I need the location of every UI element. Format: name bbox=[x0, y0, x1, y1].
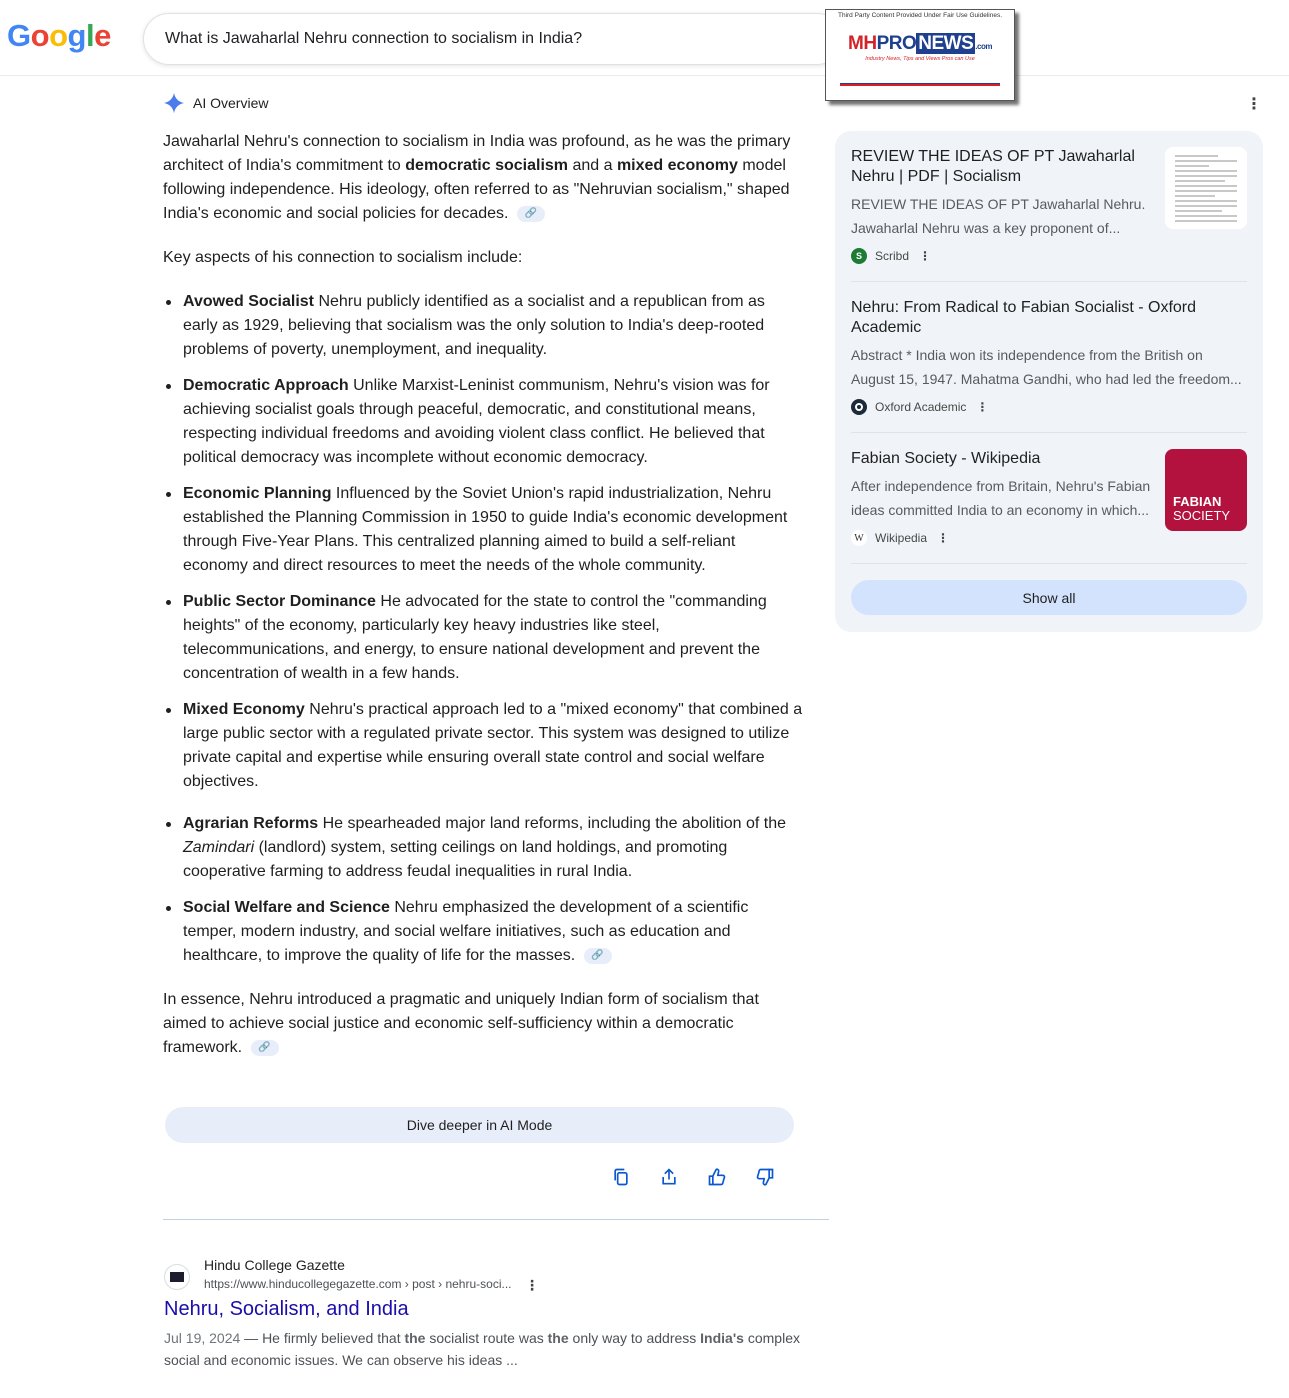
thumbs-up-icon[interactable] bbox=[704, 1164, 730, 1190]
wikipedia-icon: W bbox=[851, 530, 867, 546]
result-date: Jul 19, 2024 bbox=[164, 1330, 241, 1346]
ai-overview-body bbox=[163, 130, 803, 1080]
oxford-icon bbox=[851, 399, 867, 415]
source-snippet: After independence from Britain, Nehru's Fabian ideas committed India to an economy in which... bbox=[851, 478, 1151, 518]
share-icon[interactable] bbox=[656, 1164, 682, 1190]
source-link-icon[interactable]: 🔗 bbox=[517, 206, 545, 222]
source-title[interactable]: REVIEW THE IDEAS OF PT Jawaharlal Nehru | PDF | Socialism bbox=[851, 148, 1135, 185]
search-input[interactable] bbox=[143, 13, 843, 65]
brand-mh: MH bbox=[848, 33, 877, 54]
aspects-list bbox=[163, 290, 803, 968]
source-link-icon[interactable]: 🔗 bbox=[584, 948, 612, 964]
copy-icon[interactable] bbox=[608, 1164, 634, 1190]
more-options-icon[interactable]: ⋮ bbox=[937, 531, 950, 545]
result-more-icon[interactable]: ⋮ bbox=[525, 1277, 539, 1293]
watermark-tagline: Industry News, Tips and Views Pros can Use bbox=[865, 56, 975, 62]
ai-overview-actions bbox=[608, 1164, 800, 1190]
source-meta bbox=[851, 528, 1161, 548]
google-logo[interactable] bbox=[7, 18, 111, 54]
source-meta bbox=[851, 246, 1151, 266]
source-card-scribd[interactable] bbox=[851, 147, 1151, 266]
intro-paragraph bbox=[163, 130, 803, 226]
snippet-bold: India's bbox=[700, 1330, 744, 1346]
show-all-button[interactable]: Show all bbox=[851, 580, 1247, 615]
aspect-title: Social Welfare and Science bbox=[183, 899, 390, 916]
source-title[interactable]: Nehru: From Radical to Fabian Socialist - Oxford Academic bbox=[851, 299, 1197, 336]
logo-letter: g bbox=[67, 18, 86, 53]
source-card-wikipedia[interactable] bbox=[851, 449, 1161, 548]
list-item bbox=[183, 812, 803, 884]
intro-bold: mixed economy bbox=[616, 157, 738, 174]
brand-news: NEWS bbox=[918, 33, 974, 54]
document-thumbnail[interactable] bbox=[1165, 147, 1247, 229]
aspect-title: Agrarian Reforms bbox=[183, 815, 319, 832]
source-card-oxford[interactable] bbox=[851, 298, 1247, 417]
snippet-bold: the bbox=[547, 1330, 569, 1346]
logo-letter: e bbox=[94, 18, 111, 53]
source-link-icon[interactable]: 🔗 bbox=[251, 1040, 279, 1056]
more-options-icon[interactable]: ⋮ bbox=[919, 249, 932, 263]
source-title[interactable]: Fabian Society - Wikipedia bbox=[851, 450, 1041, 467]
aspect-italic: Zamindari bbox=[183, 839, 255, 856]
aspect-text: Unlike Marxist-Leninist communism, Nehru's vision was for achieving socialist goals through peaceful, democratic, and constitutional means, respecting individual freedoms and avoiding violent class conflict. He believed that political democracy was incomplete without economic democracy. bbox=[183, 377, 770, 466]
watermark-brand bbox=[826, 33, 1014, 55]
snippet-text: complex social and economic issues. We can observe his ideas ... bbox=[164, 1330, 800, 1368]
brand-com: .com bbox=[975, 42, 992, 51]
intro-text: model following independence. His ideology, often referred to as "Nehruvian socialism," shaped India's economic and social policies for decades. bbox=[163, 157, 790, 222]
aspect-title: Democratic Approach bbox=[183, 377, 349, 394]
list-item bbox=[183, 374, 803, 470]
more-options-icon[interactable]: ⋮ bbox=[1246, 96, 1262, 113]
sources-panel bbox=[835, 131, 1263, 632]
aspect-text: Nehru emphasized the development of a scientific temper, modern industry, and social welfare initiatives, such as education and healthcare, to improve the quality of life for the masses. bbox=[183, 899, 749, 964]
result-snippet bbox=[164, 1327, 804, 1371]
list-item bbox=[183, 482, 803, 578]
list-item bbox=[183, 290, 803, 362]
ai-overview-header bbox=[163, 91, 268, 115]
gemini-sparkle-icon bbox=[163, 92, 185, 114]
result-title-link[interactable]: Nehru, Socialism, and India bbox=[164, 1298, 409, 1320]
thumbs-down-icon[interactable] bbox=[752, 1164, 778, 1190]
ai-overview-label: AI Overview bbox=[193, 95, 269, 111]
intro-bold: democratic socialism bbox=[405, 157, 569, 174]
conclusion-text: In essence, Nehru introduced a pragmatic and uniquely Indian form of socialism that aimed to achieve social justice and economic self-sufficiency within a democratic framework. bbox=[163, 991, 759, 1056]
scribd-icon: S bbox=[851, 248, 867, 264]
fabian-society-thumbnail[interactable] bbox=[1165, 449, 1247, 531]
logo-letter: G bbox=[7, 18, 31, 53]
logo-letter: o bbox=[49, 18, 68, 53]
thumb-line: SOCIETY bbox=[1173, 508, 1231, 523]
intro-text: and a bbox=[568, 157, 617, 174]
watermark-note: Third Party Content Provided Under Fair Use Guidelines. bbox=[837, 12, 1003, 19]
logo-letter: l bbox=[85, 18, 95, 53]
list-item bbox=[183, 590, 803, 686]
watermark-logo bbox=[825, 9, 1015, 101]
source-site: Oxford Academic bbox=[875, 400, 967, 414]
aspect-title: Public Sector Dominance bbox=[183, 593, 376, 610]
site-favicon-icon bbox=[164, 1264, 190, 1290]
aspect-text: Nehru's practical approach led to a "mixed economy" that combined a large public sector with a regulated private sector. This system was designed to utilize private capital and expertise while ensuring overall state control and social welfare objectives. bbox=[183, 701, 803, 790]
snippet-text: only way to address bbox=[568, 1330, 701, 1346]
logo-letter: o bbox=[30, 18, 50, 53]
source-snippet: Abstract * India won its independence from the British on August 15, 1947. Mahatma Gandhi, who had led the freedom... bbox=[851, 347, 1242, 387]
source-divider bbox=[851, 563, 1247, 564]
source-site: Wikipedia bbox=[875, 531, 928, 545]
aspect-text: Nehru publicly identified as a socialist and a republican from as early as 1929, believing that socialism was the only solution to India's deep-rooted problems of poverty, unemployment, and inequality. bbox=[183, 293, 765, 358]
section-divider bbox=[163, 1219, 829, 1220]
result-url[interactable]: https://www.hinducollegegazette.com › post › nehru-soci... bbox=[204, 1277, 512, 1291]
aspect-title: Avowed Socialist bbox=[183, 293, 314, 310]
brand-pro: PRO bbox=[876, 33, 917, 54]
conclusion-paragraph bbox=[163, 988, 803, 1060]
aspect-text: Influenced by the Soviet Union's rapid industrialization, Nehru established the Planning Commission in 1950 to guide India's economic development through Five-Year Plans. This centralized planning aimed to build a self-reliant economy and direct resources to meet the needs of the whole community. bbox=[183, 485, 788, 574]
aspect-title: Mixed Economy bbox=[183, 701, 305, 718]
source-meta bbox=[851, 397, 1247, 417]
snippet-text: — He firmly believed that bbox=[240, 1330, 405, 1346]
aspect-text: (landlord) system, setting ceilings on land holdings, and promoting cooperative farming to address feudal inequalities in rural India. bbox=[183, 839, 728, 880]
aspect-title: Economic Planning bbox=[183, 485, 332, 502]
thumb-line: FABIAN bbox=[1173, 494, 1222, 509]
list-item bbox=[183, 896, 803, 968]
source-site: Scribd bbox=[875, 249, 910, 263]
dive-deeper-button[interactable]: Dive deeper in AI Mode bbox=[165, 1107, 794, 1143]
result-site-name[interactable]: Hindu College Gazette bbox=[204, 1257, 345, 1273]
watermark-rule bbox=[840, 83, 1000, 86]
source-snippet: REVIEW THE IDEAS OF PT Jawaharlal Nehru. Jawaharlal Nehru was a key proponent of... bbox=[851, 196, 1146, 236]
key-aspects-intro: Key aspects of his connection to socialism include: bbox=[163, 249, 523, 266]
header bbox=[0, 0, 1289, 76]
source-divider bbox=[851, 432, 1247, 433]
snippet-text: socialist route was bbox=[425, 1330, 548, 1346]
intro-text: Jawaharlal Nehru's connection to socialism in India was profound, as he was the primary architect of India's commitment to bbox=[163, 133, 791, 174]
aspect-text: He spearheaded major land reforms, including the abolition of the bbox=[318, 815, 786, 832]
list-item bbox=[183, 698, 803, 794]
search-query: What is Jawaharlal Nehru connection to socialism in India? bbox=[165, 30, 583, 47]
aspect-text: He advocated for the state to control the "commanding heights" of the economy, particularly key heavy industries like steel, telecommunications, and energy, to ensure national development and prevent the concentration of wealth in a few hands. bbox=[183, 593, 767, 682]
more-options-icon[interactable]: ⋮ bbox=[976, 400, 989, 414]
source-divider bbox=[851, 281, 1247, 282]
snippet-bold: the bbox=[404, 1330, 426, 1346]
